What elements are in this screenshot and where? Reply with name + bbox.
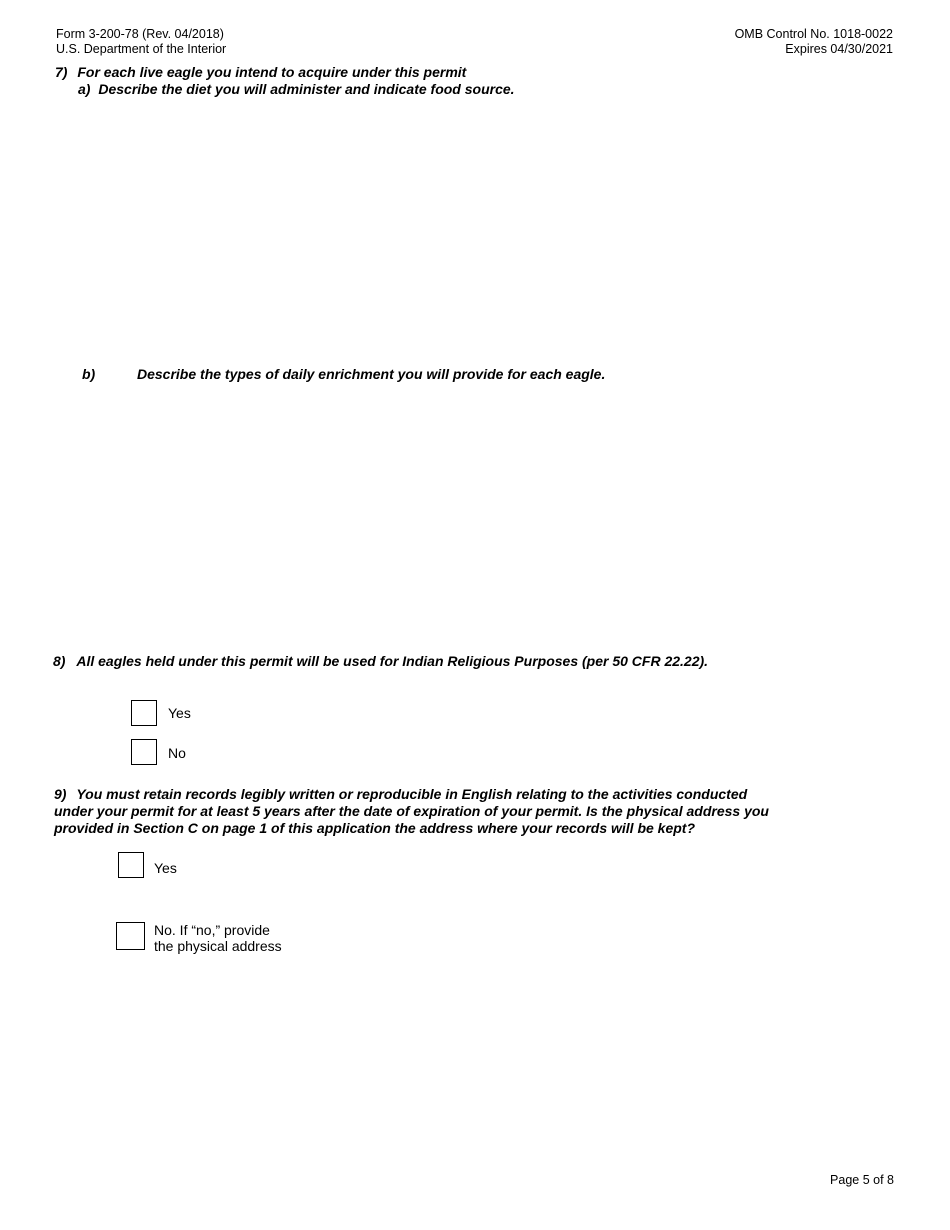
department-name: U.S. Department of the Interior <box>56 42 227 56</box>
q8-yes-checkbox[interactable] <box>131 700 157 726</box>
q9-no-label-line-1: No. If “no,” provide <box>154 922 270 938</box>
page-number: Page 5 of 8 <box>830 1173 894 1187</box>
question-7b-text: Describe the types of daily enrichment you will provide for each eagle. <box>137 366 606 382</box>
header-left <box>56 27 226 57</box>
q8-no-label: No <box>168 745 186 761</box>
question-7-number: 7) <box>55 64 68 80</box>
question-7-text: For each live eagle you intend to acquire under this permit <box>77 64 467 80</box>
form-number: Form 3-200-78 (Rev. 04/2018) <box>56 27 224 41</box>
question-8-number: 8) <box>53 653 66 669</box>
q9-yes-label: Yes <box>154 860 177 876</box>
q9-no-label <box>154 922 282 954</box>
q9-no-checkbox[interactable] <box>116 922 145 950</box>
question-9-number: 9) <box>54 786 67 802</box>
question-8-text: All eagles held under this permit will be used for Indian Religious Purposes (per 50 CFR 22.22). <box>76 653 709 669</box>
q9-no-label-line-2: the physical address <box>154 938 282 954</box>
omb-control-number: OMB Control No. 1018-0022 <box>734 27 893 41</box>
diet-response-area[interactable] <box>56 104 896 354</box>
q8-yes-label: Yes <box>168 705 191 721</box>
question-7b-label: b) <box>82 366 96 382</box>
question-9-line-3: provided in Section C on page 1 of this application the address where your records will be kept? <box>54 820 696 836</box>
header-right <box>735 27 893 57</box>
question-7a-label: a) <box>78 81 91 97</box>
q9-yes-checkbox[interactable] <box>118 852 144 878</box>
enrichment-response-area[interactable] <box>56 390 896 640</box>
question-9-line-2: under your permit for at least 5 years after the date of expiration of your permit. Is the physical address you <box>54 803 769 819</box>
question-8 <box>53 653 708 670</box>
question-7 <box>55 64 466 81</box>
question-7a-text: Describe the diet you will administer and indicate food source. <box>98 81 515 97</box>
question-9 <box>54 786 854 837</box>
expiration-date: Expires 04/30/2021 <box>785 42 893 56</box>
q8-no-checkbox[interactable] <box>131 739 157 765</box>
question-7a <box>78 81 515 98</box>
question-9-line-1: You must retain records legibly written or reproducible in English relating to the activities conducted <box>76 786 748 802</box>
